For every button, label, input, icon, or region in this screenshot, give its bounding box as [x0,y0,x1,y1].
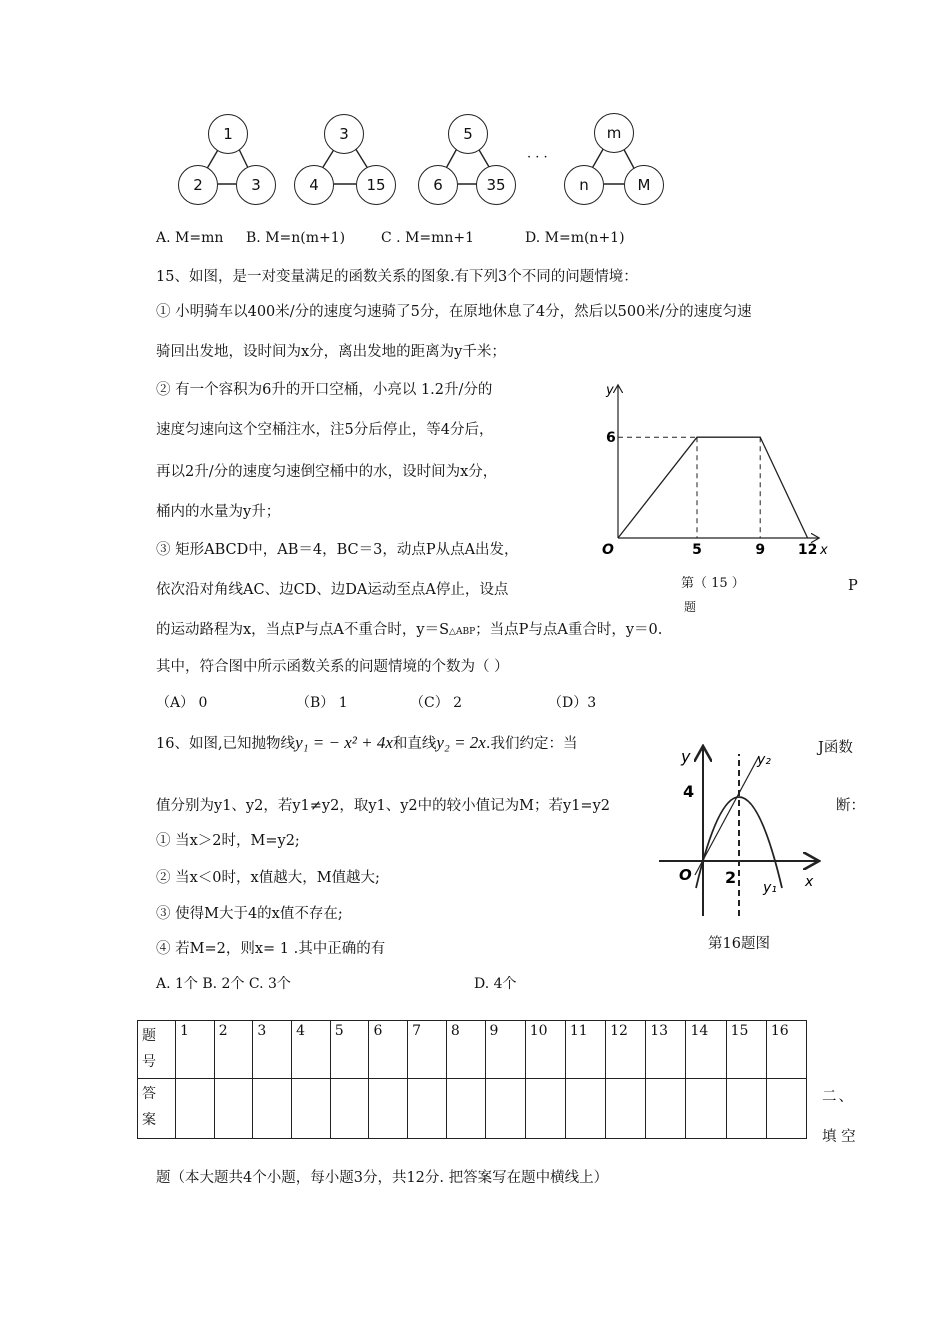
q16-conclusion-1: ① 当x＞2时，M=y2; [156,833,300,849]
q16-y-label: y [681,747,691,766]
triangle-2-left: 4 [294,165,334,205]
q16-caption: 第16题图 [708,936,770,952]
q15-scenario-1a: ① 小明骑车以400米/分的速度匀速骑了5分，在原地休息了4分，然后以500米/分的速度匀速 [156,304,752,320]
q15-question: 其中，符合图中所示函数关系的问题情境的个数为（ ） [156,659,509,675]
q15-scenario-3a: ③ 矩形ABCD中，AB＝4，BC＝3，动点P从点A出发， [156,542,519,558]
answer-table-number-cell: 6 [369,1021,408,1079]
q16-y1-label: y₁ [763,880,777,896]
q14-option-b: B. M=n(m+1) [246,230,346,246]
answer-table-number-cell: 2 [214,1021,253,1079]
q15-area-subscript: △ABP [449,627,476,637]
q16-x-label: x [805,874,814,890]
answer-table-number-cell: 4 [292,1021,331,1079]
answer-table-answer-cell[interactable] [646,1079,686,1139]
q16-line-1-post: .我们约定：当 [485,736,578,752]
answer-table-answer-cell[interactable] [485,1079,525,1139]
answer-table-number-cell: 3 [253,1021,292,1079]
q16-conclusion-4: ④ 若M=2，则x= 1 .其中正确的有 [156,941,386,957]
q15-scenario-3c [156,618,662,639]
answer-table-answer-cell[interactable] [253,1079,292,1139]
answer-table-answer-cell[interactable] [292,1079,331,1139]
q15-scenario-3c-post: ；当点P与点A重合时，y＝0. [475,622,663,638]
q16-line-1-pre: 16、如图,已知抛物线 [156,736,296,752]
q15-x-tick-5: 5 [692,542,702,558]
answer-table [137,1020,807,1139]
q14-option-c: C . M=mn+1 [381,230,475,246]
answer-table-answer-cell[interactable] [726,1079,766,1139]
answer-table-answer-cell[interactable] [214,1079,253,1139]
answer-table-answer-row [138,1079,807,1139]
triangle-4-right: M [624,165,664,205]
q15-graph [580,372,840,572]
answer-table-head-number: 题 号 [138,1021,176,1079]
answer-table-number-cell: 8 [446,1021,485,1079]
q16-line-y2 [695,756,759,875]
q14-option-d: D. M=m(n+1) [525,230,625,246]
triangle-3-top: 5 [448,114,488,154]
q16-line-1-mid: 和直线 [392,736,437,752]
q15-scenario-3b-end: P [848,578,858,594]
q15-function-line [618,437,808,538]
q16-parabola-formula: y₁ = − x² + 4x [295,733,393,752]
answer-table-answer-cell[interactable] [766,1079,806,1139]
triangle-4-left: n [564,165,604,205]
q16-line-formula: y₂ = 2x [436,733,486,752]
answer-table-number-cell: 14 [686,1021,726,1079]
q15-scenario-2b: 速度匀速向这个空桶注水，注5分后停止，等4分后， [156,422,494,438]
answer-table-answer-cell[interactable] [686,1079,726,1139]
q15-option-a: （A） 0 [156,695,208,711]
q15-scenario-2c: 再以2升/分的速度匀速倒空桶中的水，设时间为x分， [156,464,498,480]
answer-table-number-cell: 7 [408,1021,447,1079]
q15-scenario-2a: ② 有一个容积为6升的开口空桶，小亮以 1.2升/分的 [156,382,493,398]
q16-line-2: 值分别为y1、y2，若y1≠y2，取y1、y2中的较小值记为M；若y1=y2 [156,798,610,814]
answer-table-number-cell: 1 [176,1021,215,1079]
q15-x-tick-9: 9 [755,542,766,558]
q16-graph [655,740,835,920]
q16-options: A. 1个 B. 2个 C. 3个 [156,976,291,992]
q15-origin: O [602,542,614,558]
q14-option-a: A. M=mn [156,230,224,246]
q16-line-1 [156,732,577,753]
pattern-lines [0,0,950,220]
answer-table-answer-cell[interactable] [525,1079,565,1139]
q15-y-tick-6: 6 [606,430,616,447]
answer-table-number-cell: 16 [766,1021,806,1079]
q15-caption-b: 题 [684,600,697,614]
answer-table-answer-cell[interactable] [446,1079,485,1139]
q15-x-label: x [820,543,828,558]
q16-conclusion-3: ③ 使得M大于4的x值不存在; [156,906,343,922]
answer-table-answer-cell[interactable] [408,1079,447,1139]
answer-table-number-cell: 11 [565,1021,605,1079]
section2-instructions: 题（本大题共4个小题，每小题3分，共12分. 把答案写在题中横线上） [156,1170,609,1186]
answer-table-number-cell: 12 [606,1021,646,1079]
section2-heading-a: 二、 [822,1089,855,1105]
q15-scenario-2d: 桶内的水量为y升； [156,504,281,520]
q16-option-d: D. 4个 [474,976,517,992]
answer-table-head-answer: 答 案 [138,1079,176,1139]
q16-origin: O [679,866,692,884]
triangle-1-top: 1 [208,114,248,154]
q15-option-c: （C） 2 [410,695,463,711]
section2-heading-b: 填 空 [822,1129,856,1145]
answer-table-number-cell: 10 [525,1021,565,1079]
answer-table-answer-cell[interactable] [606,1079,646,1139]
q16-conclusion-2: ② 当x＜0时，x值越大，M值越大; [156,870,380,886]
answer-table-number-cell: 5 [330,1021,369,1079]
q16-line-1-end: J函数 [818,740,853,756]
answer-table-answer-cell[interactable] [176,1079,215,1139]
q15-scenario-3b: 依次沿对角线AC、边CD、边DA运动至点A停止，设点 [156,582,509,598]
triangle-1-right: 3 [236,165,276,205]
q16-x-tick-2: 2 [725,868,737,887]
q15-scenario-3c-pre: 的运动路程为x，当点P与点A不重合时，y＝S [156,622,450,638]
answer-table-answer-cell[interactable] [369,1079,408,1139]
q15-option-b: （B） 1 [296,695,348,711]
q15-caption-a: 第（ 15 ） [681,576,745,591]
answer-table-number-cell: 9 [485,1021,525,1079]
triangle-2-right: 15 [356,165,396,205]
answer-table-answer-cell[interactable] [565,1079,605,1139]
q16-line-2-end: 断： [836,798,865,814]
ellipsis-dots: · · · [527,150,548,165]
q16-y2-label: y₂ [757,752,771,768]
triangle-3-left: 6 [418,165,458,205]
answer-table-number-cell: 15 [726,1021,766,1079]
q15-scenario-1b: 骑回出发地，设时间为x分，离出发地的距离为y千米； [156,344,506,360]
q15-stem: 15、如图，是一对变量满足的函数关系的图象.有下列3个不同的问题情境： [156,269,638,285]
q15-option-d: （D）3 [548,695,597,711]
triangle-2-top: 3 [324,114,364,154]
triangle-3-right: 35 [476,165,516,205]
triangle-1-left: 2 [178,165,218,205]
triangle-4-top: m [594,113,634,153]
q16-y-tick-4: 4 [683,782,695,801]
q15-y-label: y [606,383,614,398]
answer-table-answer-cell[interactable] [330,1079,369,1139]
answer-table-number-row [138,1021,807,1079]
answer-table-number-cell: 13 [646,1021,686,1079]
q15-x-tick-12: 12 [797,542,818,558]
